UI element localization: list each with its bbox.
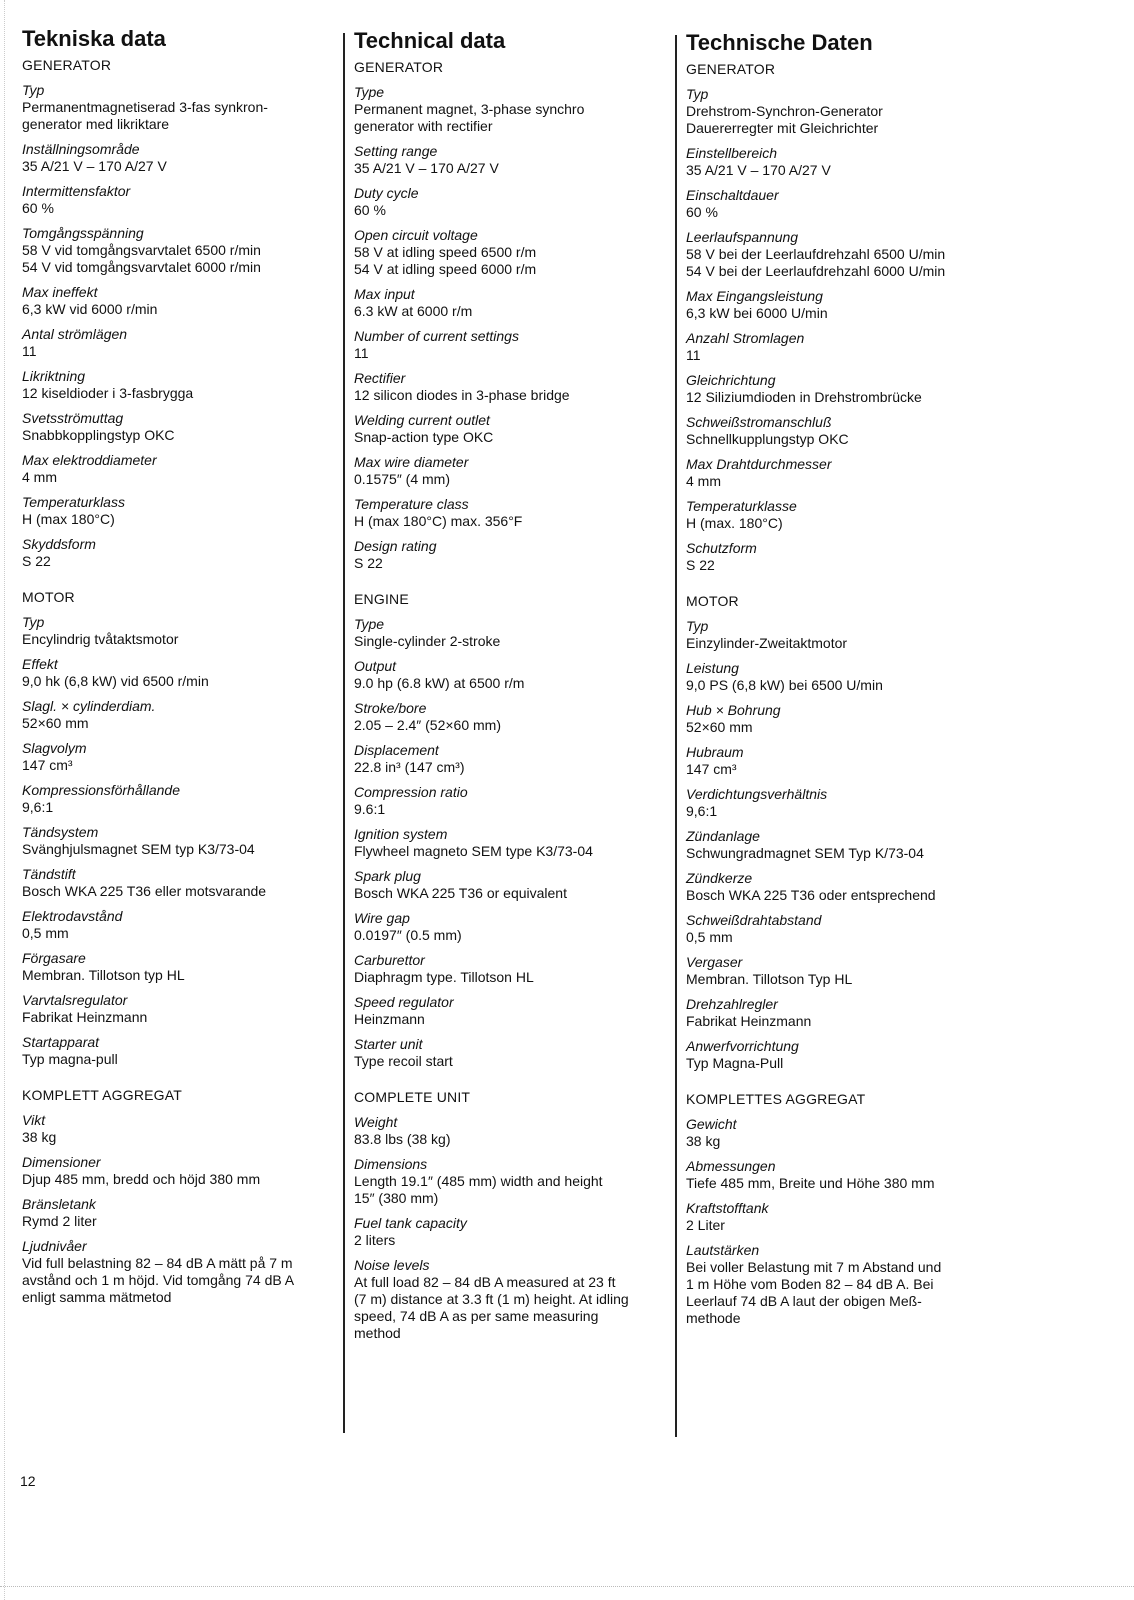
column-divider (675, 35, 677, 1437)
spec-label: Temperaturklasse (686, 498, 797, 514)
spec-label: Slagvolym (22, 740, 87, 756)
spec-value: Bosch WKA 225 T36 eller motsvarande (22, 883, 267, 899)
spec-label: Gewicht (686, 1116, 737, 1132)
spec-label: Design rating (354, 538, 437, 554)
spec-item (686, 187, 1004, 221)
spec-value: 4 mm (686, 473, 721, 489)
spec-value: Bei voller Belastung mit 7 m Abstand und 1 m Höhe vom Boden 82 – 84 dB A. Bei Leerlauf 74 dB A laut der obigen Meß- methode (686, 1259, 942, 1326)
spec-value: Membran. Tillotson typ HL (22, 967, 185, 983)
spec-value: Permanentmagnetiserad 3-fas synkron- generator med likriktare (22, 99, 268, 132)
spec-item (354, 700, 672, 734)
section-heading: MOTOR (686, 593, 739, 609)
spec-value: 9.0 hp (6.8 kW) at 6500 r/m (354, 675, 525, 691)
spec-item (22, 368, 340, 402)
spec-label: Kompressionsförhållande (22, 782, 180, 798)
scan-edge (4, 0, 6, 1600)
spec-value: 9,6:1 (22, 799, 54, 815)
spec-value: Djup 485 mm, bredd och höjd 380 mm (22, 1171, 261, 1187)
spec-value: Diaphragm type. Tillotson HL (354, 969, 534, 985)
spec-label: Gleichrichtung (686, 372, 776, 388)
spec-item (22, 656, 340, 690)
spec-value: 147 cm³ (686, 761, 737, 777)
spec-value: Flywheel magneto SEM type K3/73-04 (354, 843, 593, 859)
spec-value: 9.6:1 (354, 801, 386, 817)
spec-item (686, 330, 1004, 364)
spec-item (354, 286, 672, 320)
section-heading: KOMPLETT AGGREGAT (22, 1087, 183, 1103)
spec-label: Typ (22, 614, 45, 630)
spec-item (22, 1196, 340, 1230)
spec-value: Snabbkopplingstyp OKC (22, 427, 175, 443)
section-heading: GENERATOR (22, 57, 112, 73)
spec-item (22, 740, 340, 774)
column-title: Tekniska data (22, 26, 166, 51)
spec-item (22, 141, 340, 175)
spec-value: Svänghjulsmagnet SEM typ K3/73-04 (22, 841, 255, 857)
spec-label: Zündkerze (686, 870, 753, 886)
spec-item (354, 84, 672, 135)
spec-label: Effekt (22, 656, 58, 672)
spec-item (686, 744, 1004, 778)
spec-item (22, 824, 340, 858)
spec-item (22, 908, 340, 942)
spec-item (22, 452, 340, 486)
spec-label: Leistung (686, 660, 739, 676)
spec-value: 58 V vid tomgångsvarvtalet 6500 r/min 54 V vid tomgångsvarvtalet 6000 r/min (22, 242, 261, 275)
spec-label: Förgasare (22, 950, 86, 966)
spec-value: Fabrikat Heinzmann (22, 1009, 148, 1025)
spec-item (686, 618, 1004, 652)
spec-value: 60 % (354, 202, 386, 218)
spec-item (686, 996, 1004, 1030)
spec-value: 9,6:1 (686, 803, 718, 819)
spec-item (22, 82, 340, 133)
column-english (354, 28, 672, 1350)
spec-item (354, 1215, 672, 1249)
spec-value: 38 kg (686, 1133, 721, 1149)
spec-value: 12 kiseldioder i 3-fasbrygga (22, 385, 194, 401)
spec-item (354, 658, 672, 692)
spec-value: 6,3 kW bei 6000 U/min (686, 305, 828, 321)
column-title: Technische Daten (686, 30, 873, 55)
spec-label: Vikt (22, 1112, 46, 1128)
spec-item (354, 185, 672, 219)
spec-value: Vid full belastning 82 – 84 dB A mätt på 7 m avstånd och 1 m höjd. Vid tomgång 74 dB A enligt samma mätmetod (22, 1255, 295, 1305)
spec-value: H (max 180°C) (22, 511, 115, 527)
spec-value: Fabrikat Heinzmann (686, 1013, 812, 1029)
column-divider (343, 33, 345, 1433)
spec-label: Svetsströmuttag (22, 410, 124, 426)
spec-label: Stroke/bore (354, 700, 427, 716)
spec-value: Rymd 2 liter (22, 1213, 97, 1229)
section-heading: COMPLETE UNIT (354, 1089, 471, 1105)
spec-label: Open circuit voltage (354, 227, 478, 243)
spec-value: 12 Siliziumdioden in Drehstrombrücke (686, 389, 922, 405)
spec-item (354, 227, 672, 278)
spec-item (686, 912, 1004, 946)
spec-value: 58 V at idling speed 6500 r/m 54 V at idling speed 6000 r/m (354, 244, 537, 277)
spec-label: Antal strömlägen (22, 326, 128, 342)
spec-label: Tändsystem (22, 824, 99, 840)
spec-label: Wire gap (354, 910, 410, 926)
spec-value: 6.3 kW at 6000 r/m (354, 303, 473, 319)
spec-item (354, 784, 672, 818)
spec-item (686, 372, 1004, 406)
spec-value: S 22 (686, 557, 715, 573)
spec-item (22, 183, 340, 217)
spec-value: 60 % (686, 204, 718, 220)
spec-value: 2 Liter (686, 1217, 725, 1233)
spec-value: 0.0197″ (0.5 mm) (354, 927, 462, 943)
spec-item (354, 1257, 672, 1342)
spec-label: Kraftstofftank (686, 1200, 769, 1216)
spec-value: 22.8 in³ (147 cm³) (354, 759, 465, 775)
section-heading: GENERATOR (686, 61, 776, 77)
spec-item (22, 1154, 340, 1188)
spec-item (354, 616, 672, 650)
spec-value: 0,5 mm (22, 925, 69, 941)
spec-label: Typ (686, 86, 709, 102)
spec-label: Temperaturklass (22, 494, 125, 510)
spec-item (22, 614, 340, 648)
spec-item (22, 866, 340, 900)
spec-label: Ignition system (354, 826, 448, 842)
spec-label: Displacement (354, 742, 439, 758)
spec-label: Elektrodavstånd (22, 908, 123, 924)
spec-value: 6,3 kW vid 6000 r/min (22, 301, 158, 317)
spec-label: Setting range (354, 143, 438, 159)
spec-label: Max Drahtdurchmesser (686, 456, 832, 472)
spec-value: Bosch WKA 225 T36 oder entsprechend (686, 887, 936, 903)
spec-item (354, 454, 672, 488)
spec-item (686, 498, 1004, 532)
spec-item (22, 1034, 340, 1068)
section-heading: ENGINE (354, 591, 409, 607)
spec-label: Type (354, 616, 385, 632)
spec-item (686, 288, 1004, 322)
spec-item (686, 1116, 1004, 1150)
spec-item (686, 456, 1004, 490)
spec-label: Tomgångsspänning (22, 225, 144, 241)
spec-label: Duty cycle (354, 185, 419, 201)
spec-label: Anwerfvorrichtung (686, 1038, 799, 1054)
column-title: Technical data (354, 28, 506, 53)
spec-label: Typ (686, 618, 709, 634)
spec-value: H (max 180°C) max. 356°F (354, 513, 523, 529)
spec-value: S 22 (354, 555, 383, 571)
spec-value: Type recoil start (354, 1053, 453, 1069)
spec-value: Single-cylinder 2-stroke (354, 633, 501, 649)
spec-label: Zündanlage (686, 828, 760, 844)
spec-item (354, 952, 672, 986)
spec-item (354, 370, 672, 404)
spec-item (22, 326, 340, 360)
section-heading: KOMPLETTES AGGREGAT (686, 1091, 866, 1107)
spec-label: Varvtalsregulator (22, 992, 128, 1008)
spec-label: Lautstärken (686, 1242, 760, 1258)
spec-item (22, 1238, 340, 1306)
spec-value: 83.8 lbs (38 kg) (354, 1131, 451, 1147)
spec-value: 35 A/21 V – 170 A/27 V (22, 158, 167, 174)
spec-label: Schweißdrahtabstand (686, 912, 822, 928)
spec-item (354, 910, 672, 944)
spec-label: Einstellbereich (686, 145, 778, 161)
spec-label: Type (354, 84, 385, 100)
spec-label: Noise levels (354, 1257, 430, 1273)
spec-value: 0.1575″ (4 mm) (354, 471, 450, 487)
spec-item (22, 782, 340, 816)
spec-label: Carburettor (354, 952, 425, 968)
section-heading: GENERATOR (354, 59, 444, 75)
spec-label: Output (354, 658, 397, 674)
spec-value: Schnellkupplungstyp OKC (686, 431, 849, 447)
spec-item (686, 86, 1004, 137)
spec-item (686, 229, 1004, 280)
spec-label: Max ineffekt (22, 284, 98, 300)
spec-value: At full load 82 – 84 dB A measured at 23 ft (7 m) distance at 3.3 ft (1 m) height. At idling speed, 74 dB A as per same measuring method (354, 1274, 629, 1341)
spec-value: 4 mm (22, 469, 57, 485)
spec-item (22, 536, 340, 570)
spec-item (22, 284, 340, 318)
spec-value: 2 liters (354, 1232, 396, 1248)
spec-value: H (max. 180°C) (686, 515, 783, 531)
spec-value: Drehstrom-Synchron-Generator Dauererregter mit Gleichrichter (686, 103, 883, 136)
spec-label: Leerlaufspannung (686, 229, 799, 245)
spec-item (354, 1036, 672, 1070)
spec-item (686, 828, 1004, 862)
spec-item (354, 868, 672, 902)
spec-value: 9,0 hk (6,8 kW) vid 6500 r/min (22, 673, 209, 689)
spec-value: Permanent magnet, 3-phase synchro generator with rectifier (354, 101, 585, 134)
page-number: 12 (20, 1473, 36, 1489)
spec-item (686, 702, 1004, 736)
spec-value: 38 kg (22, 1129, 57, 1145)
spec-item (354, 412, 672, 446)
spec-label: Hub × Bohrung (686, 702, 781, 718)
spec-label: Inställningsområde (22, 141, 140, 157)
spec-item (354, 143, 672, 177)
spec-item (686, 145, 1004, 179)
spec-label: Einschaltdauer (686, 187, 779, 203)
spec-item (22, 950, 340, 984)
spec-item (354, 826, 672, 860)
column-swedish (22, 26, 340, 1314)
spec-item (686, 540, 1004, 574)
spec-value: 60 % (22, 200, 54, 216)
spec-item (22, 1112, 340, 1146)
spec-item (22, 410, 340, 444)
spec-label: Welding current outlet (354, 412, 490, 428)
spec-item (686, 786, 1004, 820)
spec-item (22, 225, 340, 276)
spec-item (354, 742, 672, 776)
spec-label: Schutzform (686, 540, 757, 556)
spec-value: 52×60 mm (686, 719, 753, 735)
spec-value: 58 V bei der Leerlaufdrehzahl 6500 U/min 54 V bei der Leerlaufdrehzahl 6000 U/min (686, 246, 946, 279)
spec-item (686, 870, 1004, 904)
spec-value: 11 (686, 347, 701, 363)
spec-label: Slagl. × cylinderdiam. (22, 698, 156, 714)
spec-label: Verdichtungsverhältnis (686, 786, 828, 802)
spec-label: Compression ratio (354, 784, 468, 800)
spec-label: Anzahl Stromlagen (686, 330, 805, 346)
spec-label: Abmessungen (686, 1158, 776, 1174)
spec-value: Einzylinder-Zweitaktmotor (686, 635, 848, 651)
spec-item (686, 1242, 1004, 1327)
spec-label: Fuel tank capacity (354, 1215, 467, 1231)
spec-value: Snap-action type OKC (354, 429, 494, 445)
spec-item (354, 1114, 672, 1148)
spec-value: S 22 (22, 553, 51, 569)
spec-label: Startapparat (22, 1034, 100, 1050)
spec-item (686, 1200, 1004, 1234)
spec-value: Schwungradmagnet SEM Typ K/73-04 (686, 845, 924, 861)
spec-label: Max wire diameter (354, 454, 469, 470)
spec-label: Number of current settings (354, 328, 519, 344)
spec-value: Encylindrig tvåtaktsmotor (22, 631, 179, 647)
spec-label: Max Eingangsleistung (686, 288, 823, 304)
spec-value: 11 (354, 345, 369, 361)
spec-label: Max input (354, 286, 415, 302)
spec-label: Drehzahlregler (686, 996, 778, 1012)
spec-label: Intermittensfaktor (22, 183, 131, 199)
spec-value: Tiefe 485 mm, Breite und Höhe 380 mm (686, 1175, 935, 1191)
spec-value: Length 19.1″ (485 mm) width and height 15″ (380 mm) (354, 1173, 603, 1206)
spec-label: Ljudnivåer (22, 1238, 87, 1254)
spec-value: Membran. Tillotson Typ HL (686, 971, 853, 987)
spec-value: 147 cm³ (22, 757, 73, 773)
spec-label: Rectifier (354, 370, 406, 386)
spec-item (354, 994, 672, 1028)
spec-item (686, 414, 1004, 448)
spec-value: 2.05 – 2.4″ (52×60 mm) (354, 717, 501, 733)
spec-label: Dimensions (354, 1156, 428, 1172)
spec-item (354, 538, 672, 572)
spec-value: 9,0 PS (6,8 kW) bei 6500 U/min (686, 677, 883, 693)
spec-value: Typ Magna-Pull (686, 1055, 784, 1071)
spec-label: Bränsletank (22, 1196, 96, 1212)
spec-value: 11 (22, 343, 37, 359)
spec-value: 35 A/21 V – 170 A/27 V (354, 160, 499, 176)
spec-label: Spark plug (354, 868, 421, 884)
spec-item (354, 496, 672, 530)
spec-label: Typ (22, 82, 45, 98)
spec-item (686, 660, 1004, 694)
spec-label: Schweißstromanschluß (686, 414, 832, 430)
spec-label: Skyddsform (22, 536, 96, 552)
spec-label: Temperature class (354, 496, 469, 512)
spec-value: Typ magna-pull (22, 1051, 118, 1067)
spec-value: 52×60 mm (22, 715, 89, 731)
section-heading: MOTOR (22, 589, 75, 605)
spec-label: Speed regulator (354, 994, 454, 1010)
spec-label: Tändstift (22, 866, 76, 882)
spec-label: Weight (354, 1114, 398, 1130)
spec-item (22, 992, 340, 1026)
spec-label: Vergaser (686, 954, 743, 970)
spec-label: Max elektroddiameter (22, 452, 157, 468)
spec-label: Hubraum (686, 744, 744, 760)
spec-item (22, 698, 340, 732)
spec-label: Dimensioner (22, 1154, 101, 1170)
spec-label: Starter unit (354, 1036, 423, 1052)
spec-value: Bosch WKA 225 T36 or equivalent (354, 885, 567, 901)
spec-label: Likriktning (22, 368, 86, 384)
spec-value: Heinzmann (354, 1011, 425, 1027)
scan-artifact (0, 1578, 1134, 1587)
spec-value: 0,5 mm (686, 929, 733, 945)
spec-item (686, 954, 1004, 988)
column-german (686, 30, 1004, 1335)
spec-value: 12 silicon diodes in 3-phase bridge (354, 387, 570, 403)
spec-value: 35 A/21 V – 170 A/27 V (686, 162, 831, 178)
spec-item (686, 1158, 1004, 1192)
spec-item (22, 494, 340, 528)
spec-item (354, 328, 672, 362)
spec-item (686, 1038, 1004, 1072)
spec-item (354, 1156, 672, 1207)
